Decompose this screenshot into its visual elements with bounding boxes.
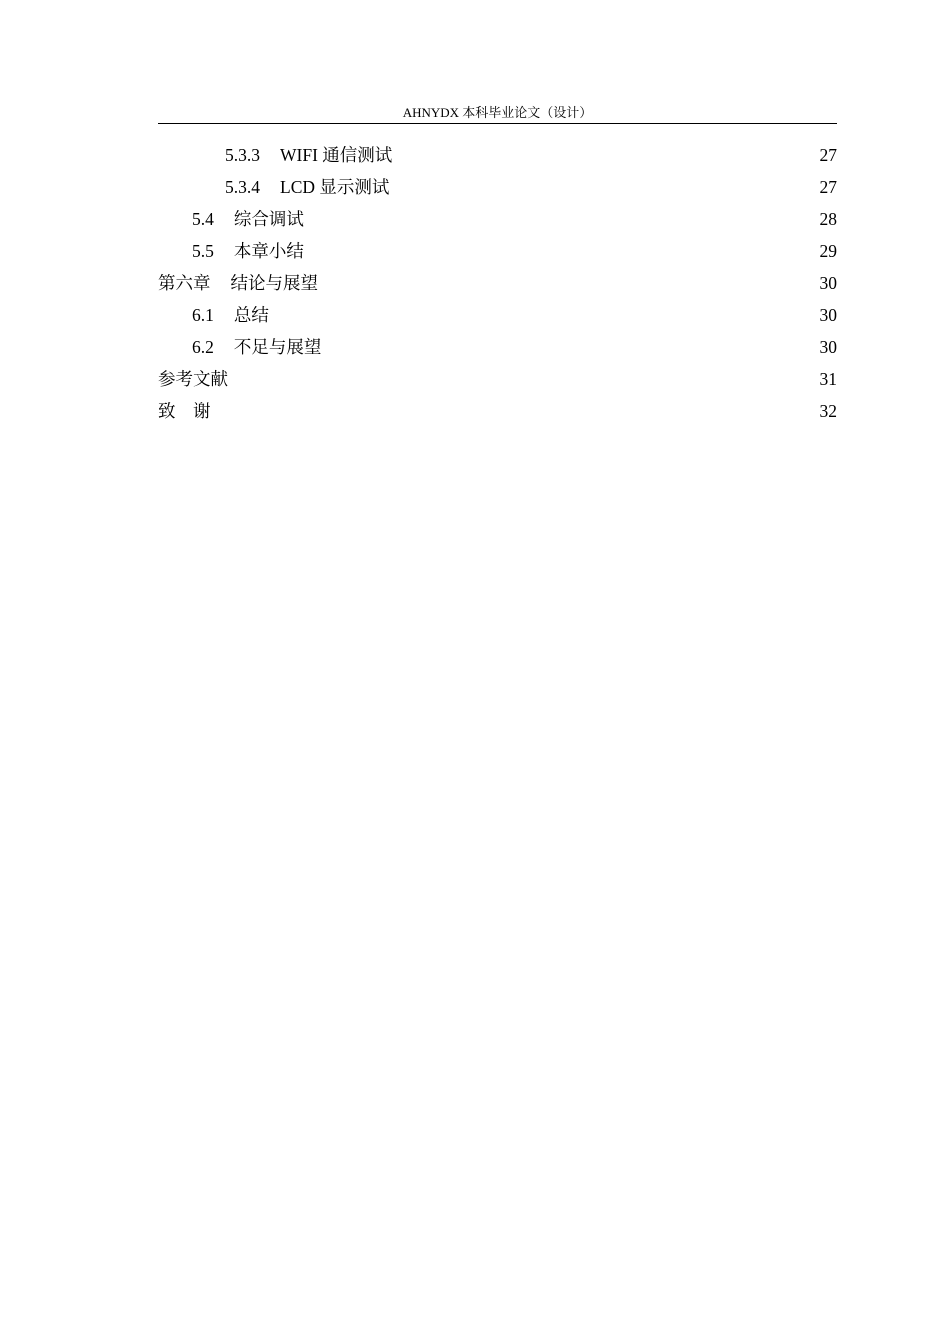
toc-entry-title: 本章小结 [233, 241, 304, 261]
toc-entry-5-3-4[interactable] [158, 173, 837, 205]
toc-entry-page: 27 [819, 177, 837, 197]
toc-entry-title: WIFI 通信测试 [280, 145, 393, 165]
toc-entry-title: 致 谢 [158, 401, 211, 421]
toc-entry-title: 参考文献 [158, 369, 228, 389]
toc-entry-page: 30 [819, 337, 837, 357]
page-header: AHNYDX 本科毕业论文（设计） [402, 105, 593, 120]
toc-entry-page: 32 [819, 401, 837, 421]
toc-entry-chapter-6[interactable] [158, 269, 837, 301]
toc-entry-number: 第六章 [158, 273, 211, 293]
header-rule [158, 123, 837, 124]
toc-entry-number: 5.3.4 [225, 177, 260, 197]
toc-entry-page: 31 [819, 369, 837, 389]
toc-entry-number: 6.1 [192, 305, 214, 325]
toc-entry-6-2[interactable] [158, 333, 837, 365]
toc-entry-5-5[interactable] [158, 237, 837, 269]
toc-entry-title: 综合调试 [233, 209, 304, 229]
toc-entry-number: 5.5 [192, 241, 214, 261]
toc-entry-title: 总结 [233, 305, 269, 325]
toc-entry-5-4[interactable] [158, 205, 837, 237]
toc-entry-references[interactable] [158, 365, 837, 397]
toc-entry-number: 6.2 [192, 337, 214, 357]
toc-entry-page: 29 [819, 241, 837, 261]
toc-entry-5-3-3[interactable] [158, 141, 837, 173]
toc-entry-6-1[interactable] [158, 301, 837, 333]
toc-entry-page: 28 [819, 209, 837, 229]
toc-entry-title: 不足与展望 [233, 337, 322, 357]
toc-entry-title: LCD 显示测试 [280, 177, 390, 197]
toc-entry-page: 27 [819, 145, 837, 165]
toc-entry-page: 30 [819, 273, 837, 293]
toc-entry-title: 结论与展望 [230, 273, 318, 293]
toc-entry-number: 5.3.3 [225, 145, 260, 165]
toc-entry-page: 30 [819, 305, 837, 325]
table-of-contents [158, 141, 837, 429]
toc-entry-acknowledgements[interactable] [158, 397, 837, 429]
toc-entry-number: 5.4 [192, 209, 214, 229]
